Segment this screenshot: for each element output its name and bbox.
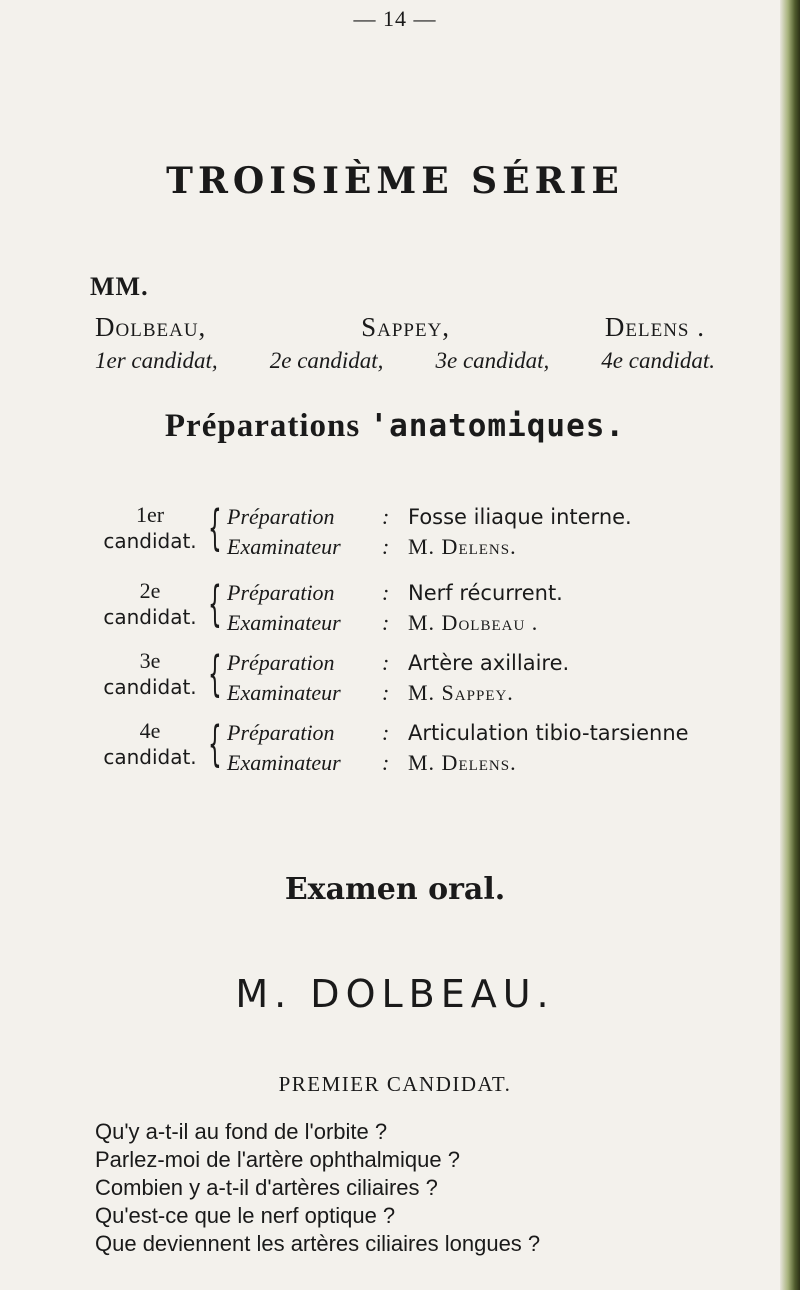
examiner-row: Examinateur : M. Sappey. <box>227 680 514 705</box>
candidate-number: 1er <box>135 502 165 527</box>
brace-glyph: { <box>208 646 222 702</box>
examiner-label: Examinateur <box>227 610 341 635</box>
question-line: Combien y a-t-il d'artères ciliaires ? <box>95 1175 438 1200</box>
preparation-row: Préparation : Artère axillaire. <box>227 650 570 675</box>
preparation-label: Préparation <box>227 580 335 605</box>
preparations-heading-first: Préparations <box>164 408 361 444</box>
preparation-value: Artère axillaire. <box>408 651 570 675</box>
question-list <box>95 1118 540 1258</box>
question-line: Parlez-moi de l'artère ophthalmique ? <box>95 1147 460 1172</box>
preparation-row: Préparation : Fosse iliaque interne. <box>227 504 632 529</box>
candidate-number: 2e <box>139 578 161 603</box>
examiner-names <box>95 312 705 343</box>
question-line: Que deviennent les artères ciliaires longues ? <box>95 1231 541 1256</box>
candidate-id <box>95 648 205 700</box>
preparation-group <box>95 648 715 712</box>
candidate-word: candidat. <box>103 529 197 553</box>
examiner-label: Examinateur <box>227 750 341 775</box>
candidate-labels <box>95 348 715 374</box>
examiner-row: Examinateur : M. Dolbeau . <box>227 610 539 635</box>
examiner-heading: M. DOLBEAU. <box>235 972 555 1016</box>
candidate-id <box>95 502 205 554</box>
candidate-number: 3e <box>139 648 161 673</box>
examiner-label: Examinateur <box>227 534 341 559</box>
candidate-number: 4e <box>139 718 161 743</box>
preparation-value: Nerf récurrent. <box>408 581 563 605</box>
candidate-word: candidat. <box>103 745 197 769</box>
examiner-value: M. Sappey. <box>408 680 514 705</box>
brace-glyph: { <box>208 500 222 556</box>
series-title: TROISIÈME SÉRIE <box>166 160 624 202</box>
candidate-word: candidat. <box>103 675 197 699</box>
preparations-heading-rest: 'anatomiques. <box>369 408 626 444</box>
preparation-label: Préparation <box>227 504 335 529</box>
candidate-label: 3e candidat, <box>435 348 550 373</box>
mm-label: MM. <box>90 272 149 301</box>
page-number: — 14 — <box>353 6 437 31</box>
examiner-name: Dolbeau, <box>95 312 207 342</box>
examiner-value: M. Delens. <box>408 534 517 559</box>
candidate-heading: PREMIER CANDIDAT. <box>278 1072 512 1096</box>
preparation-label: Préparation <box>227 650 335 675</box>
examiner-row: Examinateur : M. Delens. <box>227 750 517 775</box>
oral-exam-heading: Examen oral. <box>284 872 506 907</box>
candidate-word: candidat. <box>103 605 197 629</box>
candidate-label: 1er candidat, <box>95 348 218 373</box>
candidate-label: 2e candidat, <box>269 348 384 373</box>
preparation-row: Préparation : Nerf récurrent. <box>227 580 563 605</box>
examiner-row: Examinateur : M. Delens. <box>227 534 517 559</box>
examiner-value: M. Delens. <box>408 750 517 775</box>
examiner-name: Delens . <box>604 312 705 342</box>
candidate-label: 4e candidat. <box>601 348 715 373</box>
preparation-group <box>95 578 715 642</box>
preparation-group <box>95 502 715 566</box>
preparation-group <box>95 718 715 782</box>
brace-glyph: { <box>208 576 222 632</box>
preparation-label: Préparation <box>227 720 335 745</box>
examiner-label: Examinateur <box>227 680 341 705</box>
preparation-value: Fosse iliaque interne. <box>408 505 632 529</box>
preparation-row: Préparation : Articulation tibio-tarsienne <box>227 720 689 745</box>
brace-glyph: { <box>208 716 222 772</box>
candidate-id <box>95 718 205 770</box>
preparation-value: Articulation tibio-tarsienne <box>408 721 689 745</box>
examiner-value: M. Dolbeau . <box>408 610 539 635</box>
question-line: Qu'est-ce que le nerf optique ? <box>95 1203 396 1228</box>
preparations-heading <box>0 408 790 445</box>
question-line: Qu'y a-t-il au fond de l'orbite ? <box>95 1119 388 1144</box>
examiner-name: Sappey, <box>361 312 451 342</box>
candidate-id <box>95 578 205 630</box>
